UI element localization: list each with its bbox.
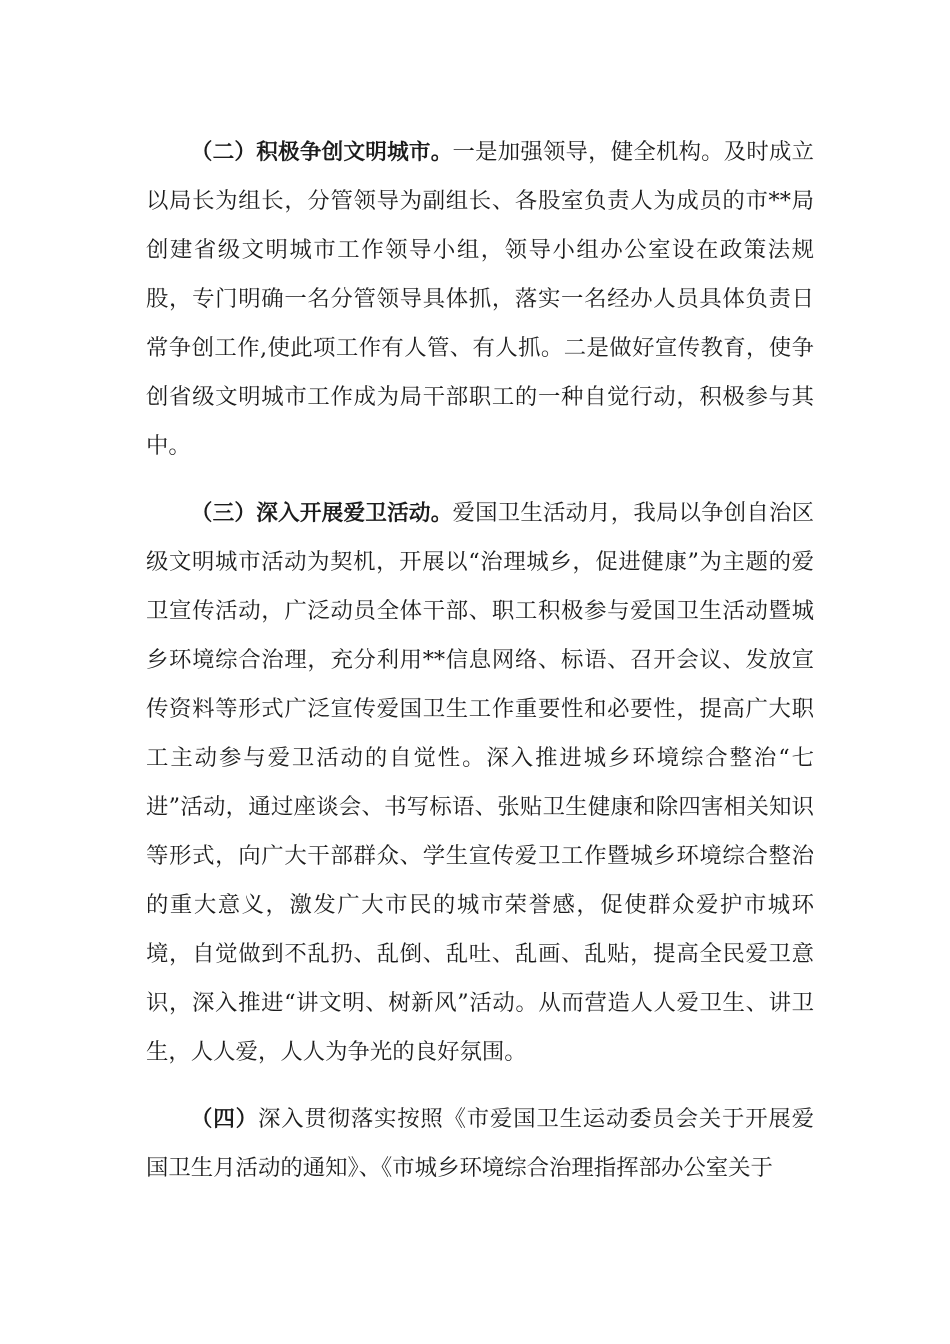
paragraph-heading: （三）深入开展爱卫活动。 [190, 501, 453, 526]
paragraph-text: 一是加强领导，健全机构。及时成立以局长为组长，分管领导为副组长、各股室负责人为成员的市**局创建省级文明城市工作领导小组，领导小组办公室设在政策法规股，专门明确一名分管领导具体抓，落实一名经办人员具体负责日常争创工作,使此项工作有人管、有人抓。二是做好宣传教育，使争创省级文明城市工作成为局干部职工的一种自觉行动，积极参与其中。 [146, 139, 814, 459]
document-body [146, 128, 814, 1193]
paragraph-spacer [146, 1077, 814, 1095]
paragraph-spacer [146, 471, 814, 489]
paragraph-text: 爱国卫生活动月，我局以争创自治区级文明城市活动为契机，开展以“治理城乡，促进健康”为主题的爱卫宣传活动，广泛动员全体干部、职工积极参与爱国卫生活动暨城乡环境综合治理，充分利用**信息网络、标语、召开会议、发放宣传资料等形式广泛宣传爱国卫生工作重要性和必要性，提高广大职工主动参与爱卫活动的自觉性。深入推进城乡环境综合整治“七进”活动，通过座谈会、书写标语、张贴卫生健康和除四害相关知识等形式，向广大干部群众、学生宣传爱卫工作暨城乡环境综合整治的重大意义，激发广大市民的城市荣誉感，促使群众爱护市城环境，自觉做到不乱扔、乱倒、乱吐、乱画、乱贴，提高全民爱卫意识，深入推进“讲文明、树新风”活动。从而营造人人爱卫生、讲卫生，人人爱，人人为争光的良好氛围。 [146, 500, 814, 1065]
paragraph-civilized-city [146, 128, 814, 471]
paragraph-patriotic-health [146, 489, 814, 1077]
paragraph-implementation [146, 1095, 814, 1193]
paragraph-heading: （四） [190, 1107, 259, 1132]
paragraph-text: 深入贯彻落实按照《市爱国卫生运动委员会关于开展爱国卫生月活动的通知》、《市城乡环境综合治理指挥部办公室关于 [146, 1106, 814, 1181]
paragraph-heading: （二）积极争创文明城市。 [190, 140, 453, 165]
